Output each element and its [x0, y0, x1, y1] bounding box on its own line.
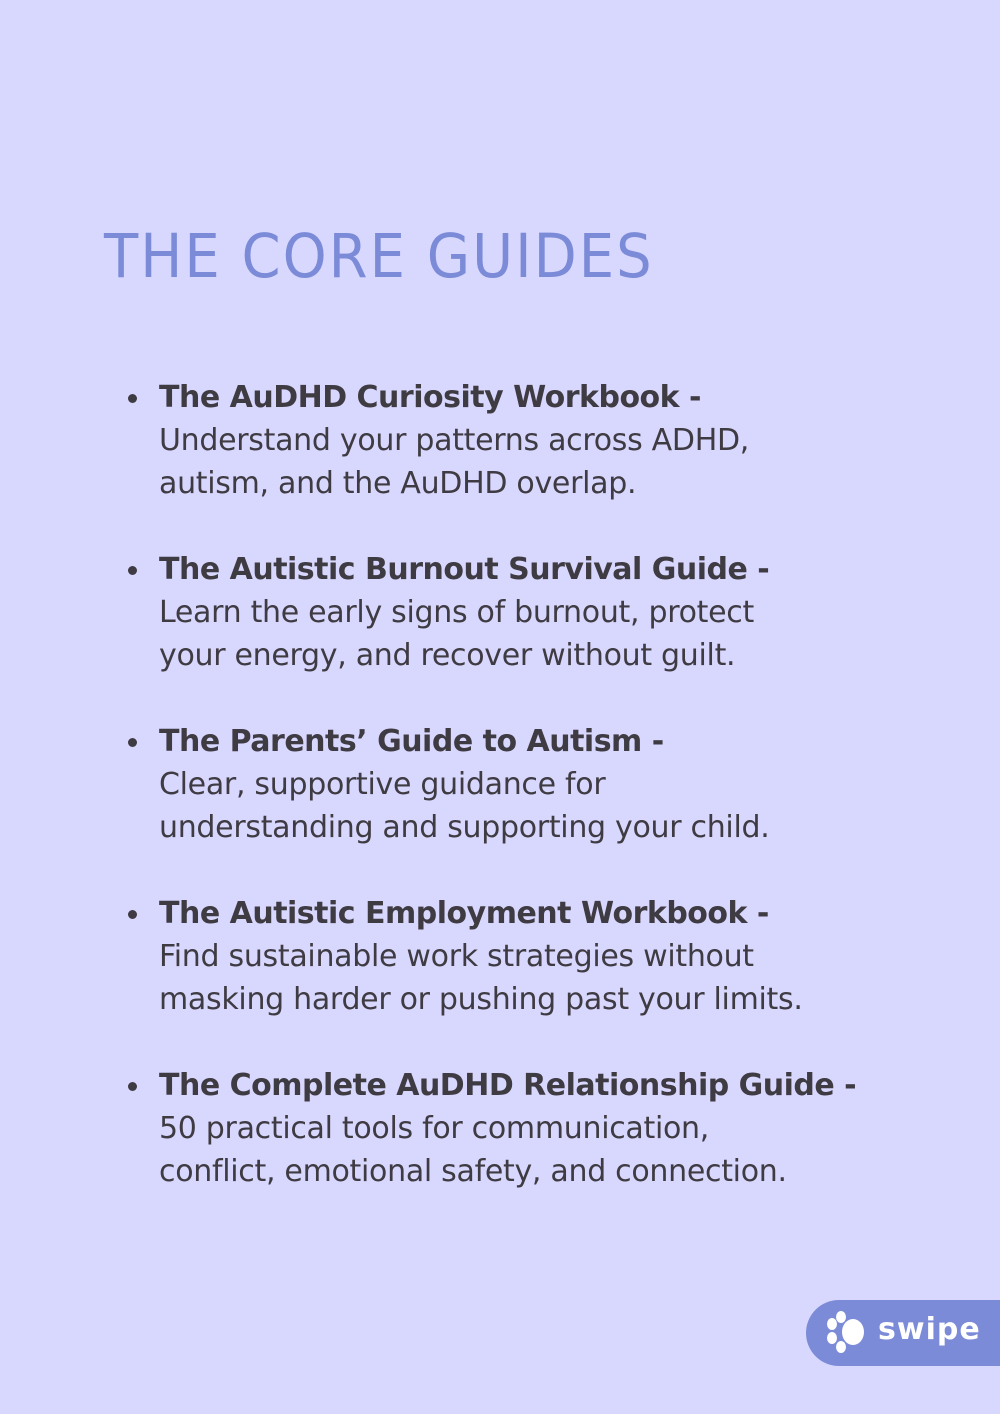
guide-item [128, 376, 908, 548]
guide-description-line: Find sustainable work strategies without [159, 939, 754, 974]
bullet-icon [128, 1082, 137, 1091]
guide-description-line: 50 practical tools for communication, [159, 1111, 710, 1146]
guide-item [128, 720, 908, 892]
guide-item [128, 892, 908, 1064]
guide-title: The Autistic Employment Workbook - [159, 896, 769, 931]
guide-description-line: masking harder or pushing past your limits. [159, 982, 803, 1017]
bullet-icon [128, 738, 137, 747]
guide-description-line: Clear, supportive guidance for [159, 767, 606, 802]
bullet-icon [128, 566, 137, 575]
guide-title: The AuDHD Curiosity Workbook - [159, 380, 702, 415]
guide-description-line: your energy, and recover without guilt. [159, 638, 736, 673]
guide-item [128, 548, 908, 720]
guide-title: The Parents’ Guide to Autism - [159, 724, 664, 759]
bullet-icon [128, 394, 137, 403]
guide-description-line: understanding and supporting your child. [159, 810, 770, 845]
guide-description-line: Understand your patterns across ADHD, [159, 423, 749, 458]
guide-title: The Autistic Burnout Survival Guide - [159, 552, 770, 587]
guide-item [128, 1064, 908, 1236]
guide-description-line: autism, and the AuDHD overlap. [159, 466, 637, 501]
guide-description-line: conflict, emotional safety, and connection. [159, 1154, 787, 1189]
swipe-button[interactable] [806, 1300, 1000, 1366]
swipe-label: swipe [878, 1312, 981, 1347]
paw-icon [816, 1304, 874, 1362]
guide-description-line: Learn the early signs of burnout, protect [159, 595, 754, 630]
guide-list [128, 376, 908, 1236]
page-title: THE CORE GUIDES [104, 222, 654, 293]
guide-title: The Complete AuDHD Relationship Guide - [159, 1068, 857, 1103]
bullet-icon [128, 910, 137, 919]
